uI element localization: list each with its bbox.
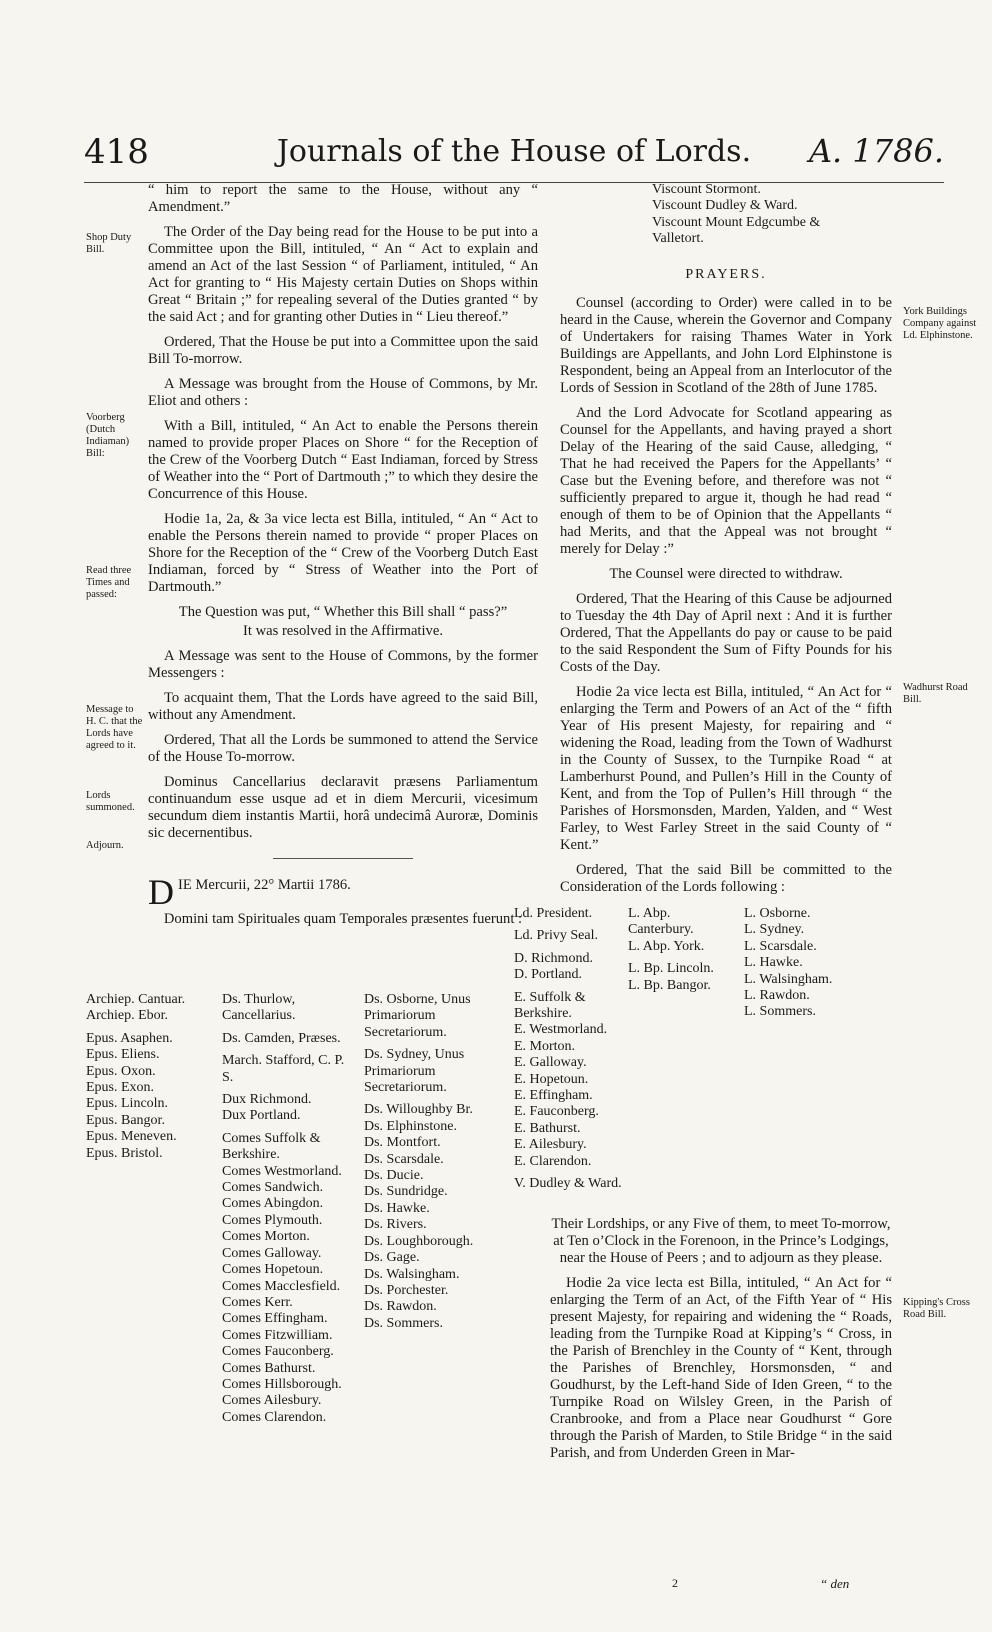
list-item: Comes Macclesfield. (222, 1278, 341, 1294)
list-item: Comes Westmorland. (222, 1163, 342, 1179)
committee-list-1 (514, 906, 624, 1193)
list-item: Ds. Sundridge. (364, 1184, 448, 1200)
list-item: E. Galloway. (514, 1055, 587, 1071)
list-item: Comes Morton. (222, 1229, 310, 1245)
list-item: E. Westmorland. (514, 1022, 608, 1038)
paragraph: Dominus Cancellarius declaravit præsens Parliamentum continuandum esse usque ad et in diem Mercurii, vicesimum secundum diem instantis Martii, horâ undecimâ Auroræ, Dominis sic decernentibus. (148, 774, 538, 841)
list-item: Comes Hopetoun. (222, 1262, 324, 1278)
signature-mark: 2 (672, 1576, 678, 1590)
paragraph: Hodie 1a, 2a, & 3a vice lecta est Billa, intituled, “ An “ Act to enable the Persons therein named to provide “ proper Places on Shore for the Reception of the “ Crew of the Voorberg Dutch East Indiaman, forced by “ Stress of Weather into the Port of Dartmouth.” (148, 511, 538, 595)
list-item: Epus. Oxon. (86, 1063, 156, 1079)
margin-note: Wadhurst Road Bill. (903, 682, 968, 705)
left-column (148, 182, 538, 936)
margin-note: Shop Duty Bill. (86, 232, 132, 255)
list-item: L. Sommers. (744, 1004, 816, 1020)
list-item: Ld. Privy Seal. (514, 928, 598, 944)
list-item: Ds. Rawdon. (364, 1299, 437, 1315)
margin-note: Kipping's Cross Road Bill. (903, 1297, 970, 1320)
list-item: Ds. Montfort. (364, 1135, 441, 1151)
list-item: Ds. Thurlow, Cancellarius. (222, 992, 296, 1024)
list-item: Epus. Lincoln. (86, 1096, 169, 1112)
list-item: L. Hawke. (744, 955, 803, 971)
list-item: Ds. Walsingham. (364, 1266, 460, 1282)
list-item: Ds. Gage. (364, 1250, 420, 1266)
list-item: Ds. Elphinstone. (364, 1118, 457, 1134)
running-year: A. 1786. (808, 132, 944, 170)
list-item: Epus. Meneven. (86, 1129, 177, 1145)
list-item: E. Hopetoun. (514, 1071, 589, 1087)
drop-cap: D (148, 872, 174, 912)
list-item: Comes Plymouth. (222, 1212, 323, 1228)
page-header (84, 132, 944, 176)
list-item: Ds. Porchester. (364, 1282, 449, 1298)
list-item: Comes Suffolk & Berkshire. (222, 1130, 321, 1163)
paragraph: The Counsel were directed to withdraw. (609, 566, 843, 582)
right-column-lower (550, 1216, 892, 1470)
attendance-list-peers (222, 992, 358, 1426)
list-item: Comes Bathurst. (222, 1360, 316, 1376)
list-item: Epus. Eliens. (86, 1047, 160, 1063)
page-number: 418 (84, 132, 149, 172)
list-item: Comes Clarendon. (222, 1409, 327, 1425)
paragraph: Ordered, That all the Lords be summoned to attend the Service of the House To-morrow. (148, 732, 538, 765)
list-item: Viscount Dudley & Ward. (652, 198, 798, 214)
paragraph: Hodie 2a vice lecta est Billa, intituled, “ An Act for “ enlarging the Term of an Act, of the Fifth Year of “ His present Majesty, for repairing and widening the “ Roads, leading from the Turnpike Road at Kipping’s “ Cross, in the Parish of Brenchley in the County of “ Kent, through the Parishes of Brenchley, Horsmonsden, “ and Goudhurst, by the Left-hand Side of Iden Green, “ to the Turnpike Road on Wilsley Green, in the Parish of Cranbrooke, and from a Place near Goudhurst “ Gore through the Parish of Marden, to Stile Bridge “ in the said Parish, and from Underden Green in Mar- (550, 1275, 892, 1461)
paragraph: Ordered, That the House be put into a Committee upon the said Bill To-morrow. (148, 334, 538, 367)
list-item: L. Bp. Bangor. (628, 977, 711, 993)
paragraph: A Message was sent to the House of Commons, by the former Messengers : (148, 648, 538, 681)
paragraph: To acquaint them, That the Lords have agreed to the said Bill, without any Amendment. (148, 690, 538, 723)
running-title: Journals of the House of Lords. (276, 134, 752, 169)
margin-note: Lords summoned. (86, 790, 135, 813)
margin-note: Read three Times and passed: (86, 565, 132, 600)
section-divider (273, 858, 413, 859)
list-item: Comes Sandwich. (222, 1180, 324, 1196)
list-item: L. Sydney. (744, 922, 805, 938)
paragraph: Ordered, That the said Bill be committed to the Consideration of the Lords following : (560, 862, 892, 895)
list-item: L. Rawdon. (744, 988, 810, 1004)
list-item: Comes Ailesbury. (222, 1393, 322, 1409)
list-item: Epus. Bangor. (86, 1112, 165, 1128)
margin-note: Message to H. C. that the Lords have agreed to it. (86, 704, 143, 751)
paragraph: A Message was brought from the House of Commons, by Mr. Eliot and others : (148, 376, 538, 409)
list-item: E. Fauconberg. (514, 1104, 599, 1120)
list-item: Comes Fauconberg. (222, 1344, 334, 1360)
list-item: Ld. President. (514, 906, 593, 921)
list-item: Epus. Asaphen. (86, 1030, 173, 1046)
list-item: Ds. Loughborough. (364, 1233, 474, 1249)
paragraph: With a Bill, intituled, “ An Act to enable the Persons therein named to provide proper Places on Shore “ for the Reception of the Crew of the Voorberg Dutch “ East Indiaman, forced by Stress of Weather into the “ Port of Dartmouth ;” to which they desire the Concurrence of this House. (148, 418, 538, 502)
paragraph: The Question was put, “ Whether this Bill shall “ pass?” (178, 604, 508, 620)
catchword: “ den (820, 1576, 850, 1591)
date-heading: IE Mercurii, 22° Martii 1786. (178, 877, 351, 893)
attendance-list-viscounts (652, 182, 842, 248)
list-item: E. Morton. (514, 1038, 576, 1054)
list-item: V. Dudley & Ward. (514, 1176, 622, 1192)
prayers-heading: PRAYERS. (685, 267, 767, 282)
paragraph: “ him to report the same to the House, without any “ Amendment.” (148, 182, 538, 215)
right-column (560, 258, 892, 904)
list-item: Dux Portland. (222, 1108, 301, 1124)
margin-note: Adjourn. (86, 840, 124, 851)
list-item: Archiep. Ebor. (86, 1008, 169, 1024)
margin-note: York Buildings Company against Ld. Elphinstone. (903, 306, 977, 341)
paragraph: It was resolved in the Affirmative. (243, 623, 443, 639)
list-item: Comes Hillsborough. (222, 1376, 342, 1392)
list-item: Ds. Hawke. (364, 1200, 430, 1216)
present-heading: Domini tam Spirituales quam Temporales præsentes fuerunt : (163, 911, 523, 927)
list-item: Comes Galloway. (222, 1245, 322, 1261)
list-item: Archiep. Cantuar. (86, 992, 186, 1007)
list-item: L. Bp. Lincoln. (628, 961, 714, 977)
list-item: L. Scarsdale. (744, 938, 817, 954)
list-item: Epus. Exon. (86, 1080, 155, 1096)
list-item: Ds. Camden, Præses. (222, 1030, 341, 1046)
list-item: L. Abp. Canterbury. (628, 906, 694, 938)
list-item: Ds. Sydney, Unus Primariorum Secretariorum. (364, 1047, 465, 1096)
committee-list-2 (628, 906, 738, 994)
paragraph: The Order of the Day being read for the House to be put into a Committee upon the Bill, intituled, “ An “ Act to explain and amend an Act of the last Session “ of Parliament, intituled, “ An Act for granting to “ His Majesty certain Duties on Shops within Great “ Britain ;” for repealing several of the Duties granted “ by the said Act ; and for granting other Duties in “ Lieu thereof.” (148, 224, 538, 325)
paragraph: Their Lordships, or any Five of them, to meet To-morrow, at Ten o’Clock in the Forenoon, in the Prince’s Lodgings, near the House of Peers ; and to adjourn as they please. (551, 1216, 891, 1266)
list-item: L. Abp. York. (628, 938, 705, 954)
list-item: March. Stafford, C. P. S. (222, 1053, 345, 1085)
attendance-list-bishops (86, 992, 214, 1162)
list-item: Dux Richmond. (222, 1092, 312, 1108)
committee-list-3 (744, 906, 874, 1021)
list-item: Ds. Sommers. (364, 1315, 443, 1331)
paragraph: Ordered, That the Hearing of this Cause be adjourned to Tuesday the 4th Day of April next : And it is further Ordered, That the Appellants do pay or cause to be paid to the said Respondent the Sum of Fifty Pounds for his Costs of the Day. (560, 591, 892, 675)
list-item: Viscount Mount Edgcumbe & Valletort. (652, 214, 821, 247)
list-item: L. Walsingham. (744, 971, 833, 987)
list-item: E. Effingham. (514, 1088, 593, 1104)
list-item: Ds. Rivers. (364, 1217, 427, 1233)
list-item: E. Ailesbury. (514, 1137, 587, 1153)
list-item: D. Portland. (514, 967, 583, 983)
list-item: E. Suffolk & Berkshire. (514, 989, 586, 1022)
list-item: D. Richmond. (514, 950, 593, 966)
list-item: Ds. Willoughby Br. (364, 1102, 473, 1118)
list-item: Comes Effingham. (222, 1311, 328, 1327)
list-item: Ds. Osborne, Unus Primariorum Secretariorum. (364, 992, 471, 1040)
list-item: Comes Abingdon. (222, 1196, 324, 1212)
list-item: E. Clarendon. (514, 1153, 592, 1169)
margin-note: Voorberg (Dutch Indiaman) Bill: (86, 412, 130, 459)
paragraph: Counsel (according to Order) were called in to be heard in the Cause, wherein the Governor and Company of Undertakers for raising Thames Water in York Buildings are Appellants, and John Lord Elphinstone is Respondent, being an Appeal from an Interlocutor of the Lords of Session in Scotland of the 28th of June 1785. (560, 295, 892, 396)
list-item: Comes Fitzwilliam. (222, 1327, 333, 1343)
list-item: Viscount Stormont. (652, 182, 761, 197)
paragraph: Hodie 2a vice lecta est Billa, intituled, “ An Act for “ enlarging the Term and Powers of an Act of the “ fifth Year of His present Majesty, for repairing and “ widening the Road, leading from the Town of Wadhurst in the County of Sussex, to the Turnpike Road “ at Lamberhurst Pound, and Pullen’s Hill in the County of Kent, and from the Top of Pullen’s Hill through “ the Parishes of Horsmonsden, Marden, Yalden, and “ West Farley, to West Farley Street in the said County of “ Kent.” (560, 684, 892, 853)
paragraph: And the Lord Advocate for Scotland appearing as Counsel for the Appellants, and having prayed a short Delay of the Hearing of the said Cause, alledging, “ That he had received the Papers for the Appellants’ “ Case but the Evening before, and therefore was not “ sufficiently prepared to argue it, though he had read “ enough of them to be of Opinion that the Appellants “ had Merits, and that the Appeal was not brought “ merely for Delay :” (560, 405, 892, 557)
list-item: L. Osborne. (744, 906, 811, 921)
list-item: Comes Kerr. (222, 1294, 293, 1310)
attendance-list-barons (364, 992, 494, 1332)
list-item: Ds. Scarsdale. (364, 1151, 444, 1167)
list-item: Epus. Bristol. (86, 1145, 163, 1161)
list-item: Ds. Ducie. (364, 1168, 424, 1184)
list-item: E. Bathurst. (514, 1120, 581, 1136)
